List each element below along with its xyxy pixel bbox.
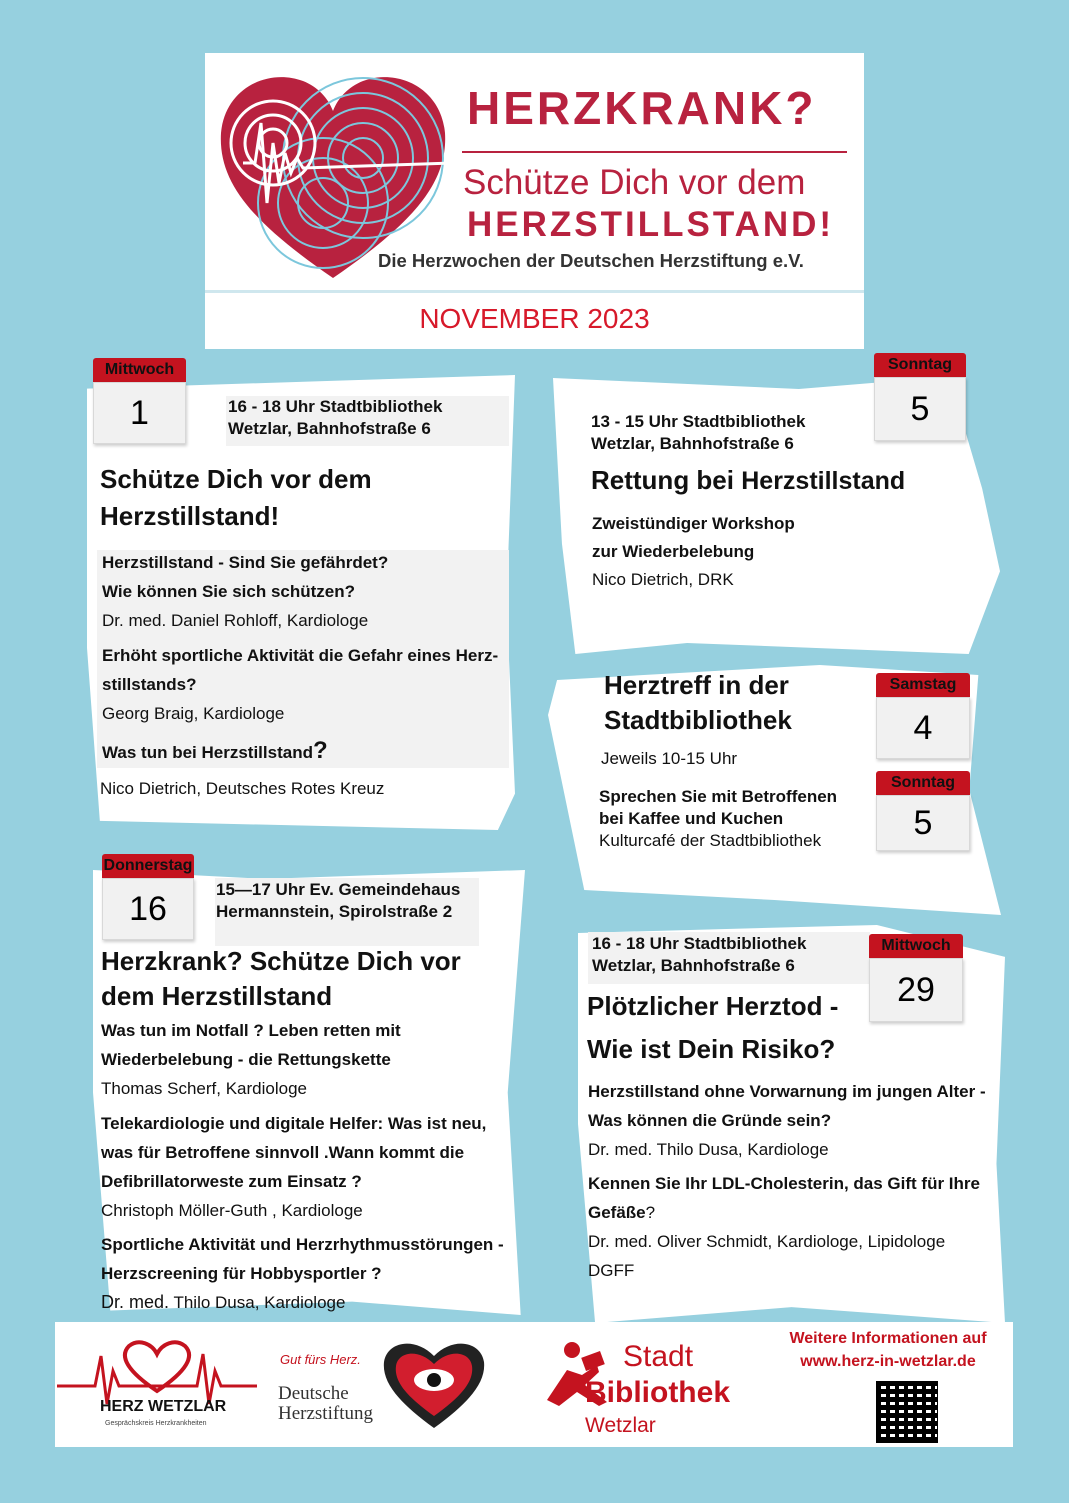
event-title: Plötzlicher Herztod - Wie ist Dein Risiko? [587, 991, 839, 1064]
day-number: 5 [874, 377, 966, 441]
event-title: Rettung bei Herzstillstand [591, 465, 906, 495]
time-place: 16 - 18 Uhr Stadtbibliothek Wetzlar, Bahnhofstraße 6 [228, 397, 443, 438]
calendar-badge [876, 673, 970, 759]
talk: Telekardiologie und digitale Helfer: Was ist neu, was für Betroffene sinnvoll .Wann kommt die Defibrillatorweste zum Einsatz ? Christoph Möller-Guth , Kardiologe [101, 1114, 487, 1220]
speaker: Nico Dietrich, Deutsches Rotes Kreuz [100, 779, 385, 798]
divider [462, 151, 847, 153]
talk-title: Was tun bei Herzstillstand? [102, 737, 328, 764]
day-name: Mittwoch [93, 358, 186, 382]
header-banner [205, 53, 864, 290]
event-description: Zweistündiger Workshop zur Wiederbelebung Nico Dietrich, DRK [592, 514, 795, 589]
day-number: 5 [876, 795, 970, 851]
brand-title: HERZKRANK? [467, 82, 817, 134]
talk: Herzstillstand - Sind Sie gefährdet? Wie können Sie sich schützen? Dr. med. Daniel Rohloff, Kardiologe [102, 553, 389, 630]
talk: Sportliche Aktivität und Herzrhythmusstörungen - Herzscreening für Hobbysportler ? Dr. med. Thilo Dusa, Kardiologe [101, 1235, 504, 1312]
event-title: Herzkrank? Schütze Dich vor dem Herzstillstand [101, 946, 461, 1011]
day-number: 4 [876, 697, 970, 759]
deutsche-herzstiftung-logo [260, 1322, 505, 1447]
month-banner [205, 290, 864, 349]
day-name: Sonntag [876, 771, 970, 795]
brand-subtitle-bold: HERZSTILLSTAND! [467, 205, 835, 244]
day-name: Sonntag [874, 353, 966, 377]
talk: Kennen Sie Ihr LDL-Cholesterin, das Gift für Ihre Gefäße? Dr. med. Oliver Schmidt, Kardiologe, Lipidologe DGFF [588, 1174, 980, 1280]
day-number: 1 [93, 382, 186, 444]
time-place: 15—17 Uhr Ev. Gemeindehaus Hermannstein, Spirolstraße 2 [216, 880, 461, 921]
event-hours: Jeweils 10-15 Uhr [601, 749, 738, 768]
herz-wetzlar-text: HERZ WETZLAR [100, 1398, 227, 1415]
library-word-wetzlar: Wetzlar [585, 1414, 656, 1437]
footer-logos [55, 1322, 1013, 1447]
qr-code-icon[interactable] [877, 1382, 937, 1442]
event-title: Schütze Dich vor dem Herzstillstand! [100, 464, 372, 531]
day-name: Samstag [876, 673, 970, 697]
day-name: Donnerstag [102, 854, 194, 878]
stadtbibliothek-logo [535, 1322, 775, 1447]
herz-wetzlar-logo [55, 1322, 260, 1447]
calendar-badge [876, 771, 970, 851]
talk: Was tun im Notfall ? Leben retten mit Wiederbelebung - die Rettungskette Thomas Scherf, Kardiologe [101, 1021, 401, 1098]
calendar-badge [93, 358, 186, 444]
day-number: 16 [102, 878, 194, 940]
herz-wetzlar-subtext: Gesprächskreis Herzkrankheiten [105, 1420, 207, 1427]
library-word-bibliothek: Bibliothek [585, 1376, 731, 1409]
time-place: 16 - 18 Uhr Stadtbibliothek Wetzlar, Bahnhofstraße 6 [592, 934, 807, 975]
talk: Herzstillstand ohne Vorwarnung im jungen Alter - Was können die Gründe sein? Dr. med. Thilo Dusa, Kardiologe [588, 1082, 986, 1159]
heartbeat-icon [57, 1336, 257, 1406]
calendar-badge [874, 353, 966, 441]
day-name: Mittwoch [869, 934, 963, 958]
heart-eye-icon [380, 1336, 488, 1432]
dhs-name: Deutsche Herzstiftung [278, 1383, 373, 1424]
brand-tagline: Die Herzwochen der Deutschen Herzstiftung e.V. [378, 250, 804, 271]
talk: Erhöht sportliche Aktivität die Gefahr eines Herz- stillstands? Georg Braig, Kardiologe [102, 646, 499, 723]
time-place: 13 - 15 Uhr Stadtbibliothek Wetzlar, Bahnhofstraße 6 [591, 412, 806, 453]
day-number: 29 [869, 958, 963, 1022]
brand-subtitle: Schütze Dich vor dem [463, 163, 806, 202]
event-title: Herztreff in der Stadtbibliothek [604, 670, 792, 735]
calendar-badge [869, 934, 963, 1022]
dhs-slogan: Gut fürs Herz. [280, 1352, 361, 1367]
website-link[interactable]: www.herz-in-wetzlar.de [800, 1353, 976, 1370]
more-info: Weitere Informationen auf www.herz-in-wetzlar.de [789, 1330, 987, 1370]
month-label: NOVEMBER 2023 [419, 303, 650, 334]
library-word-stadt: Stadt [623, 1340, 694, 1373]
event-description: Sprechen Sie mit Betroffenen bei Kaffee und Kuchen Kulturcafé der Stadtbibliothek [599, 787, 838, 850]
calendar-badge [102, 854, 194, 940]
